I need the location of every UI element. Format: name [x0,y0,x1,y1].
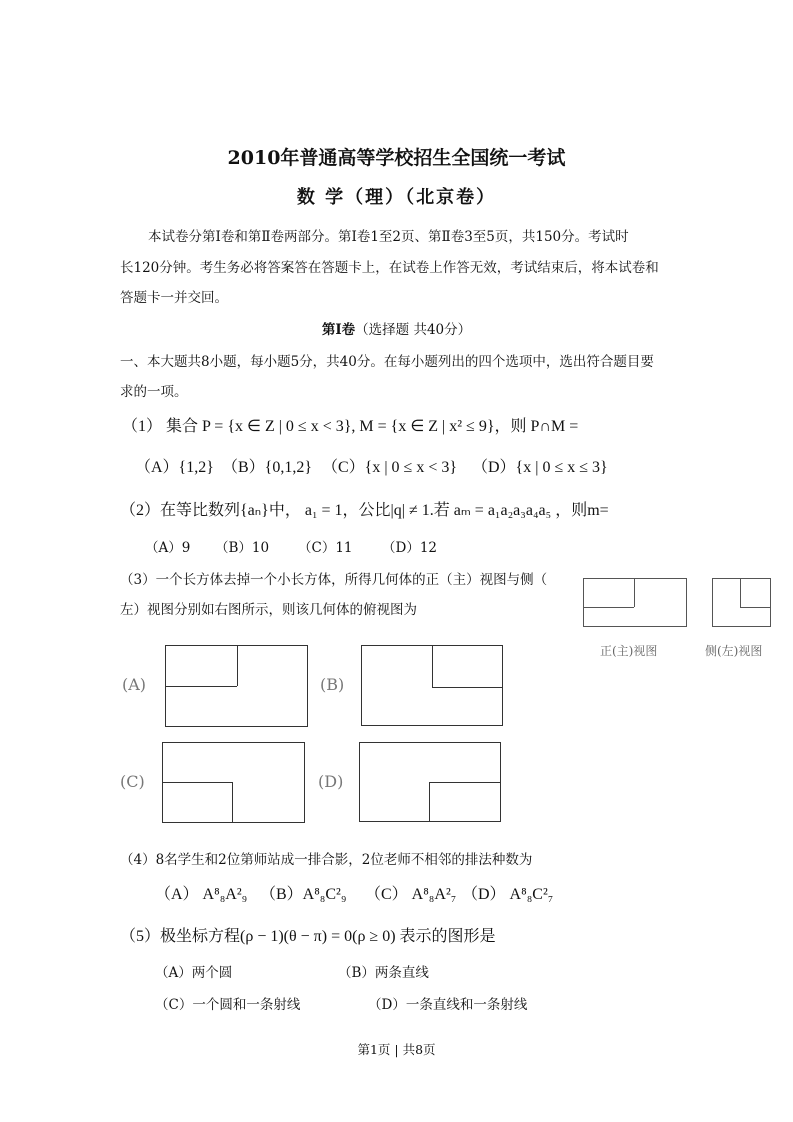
q5-option-b: （B）两条直线 [338,965,429,981]
q4-option-b: （B）A⁸₈C²₉ [260,886,347,903]
instructions-line: 一、本大题共8小题，每小题5分，共40分。在每小题列出的四个选项中，选出符合题目要 [120,354,654,370]
q5-stem: （5）极坐标方程(ρ − 1)(θ − π) = 0(ρ ≥ 0) 表示的图形是 [120,928,496,945]
section-heading [0,320,793,340]
intro-line: 本试卷分第Ⅰ卷和第Ⅱ卷两部分。第Ⅰ卷1至2页、第Ⅱ卷3至5页，共150分。考试时 [148,229,629,245]
intro-line: 答题卡一并交回。 [120,290,228,306]
q3-stem-line: 左）视图分别如右图所示，则该几何体的俯视图为 [120,602,417,618]
intro-line: 长120分钟。考生务必将答案答在答题卡上，在试卷上作答无效，考试结束后，将本试卷和 [120,260,659,276]
q1-option-a: （A）{1,2} [135,459,214,476]
side-view-label: 侧(左)视图 [705,644,763,658]
q5-option-a: （A）两个圆 [155,965,233,981]
q1-option-c: （C）{x | 0 ≤ x < 3} [322,459,458,476]
q3-option-b-label: (B) [320,675,345,694]
q3-option-a-label: (A) [122,675,147,694]
exam-title: 2010年普通高等学校招生全国统一考试 [227,147,566,169]
q4-option-d: （D） A⁸₈C²₇ [462,886,554,903]
q4-stem: （4）8名学生和2位第师站成一排合影，2位老师不相邻的排法种数为 [120,852,533,868]
q3-option-c-label: (C) [120,772,145,791]
q5-option-c: （C）一个圆和一条射线 [155,997,301,1013]
q3-option-d-label: (D) [318,772,344,791]
page-footer: 第1页 | 共8页 [357,1042,436,1057]
q4-option-c: （C） A⁸₈A²₇ [365,886,457,903]
q1-option-b: （B）{0,1,2} [222,459,313,476]
q3-stem-line: （3）一个长方体去掉一个小长方体，所得几何体的正（主）视图与侧（ [120,572,548,588]
front-view-label: 正(主)视图 [600,644,658,658]
q2-option-a: （A）9 [145,540,191,556]
exam-subtitle: 数 学（理）（北京卷） [296,187,497,208]
instructions-line: 求的一项。 [120,384,188,400]
q2-option-d: （D）12 [382,540,438,556]
section-rest: （选择题 共40分） [355,322,472,338]
q5-option-d: （D）一条直线和一条射线 [368,997,528,1013]
q2-stem: （2）在等比数列{aₙ}中， a₁ = 1，公比|q| ≠ 1.若 aₘ = a₁a₂a₃a₄a₅ ，则m= [120,502,609,519]
q4-option-a: （A） A⁸₈A²₉ [155,886,248,903]
q1-option-d: （D）{x | 0 ≤ x ≤ 3} [472,459,608,476]
q2-option-c: （C）11 [298,540,353,556]
q2-option-b: （B）10 [215,540,270,556]
q1-stem: （1） 集合 P = {x ∈ Z | 0 ≤ x < 3}, M = {x ∈ Z | x² ≤ 9}，则 P∩M = [122,418,579,435]
section-bold: 第Ⅰ卷 [321,322,356,338]
